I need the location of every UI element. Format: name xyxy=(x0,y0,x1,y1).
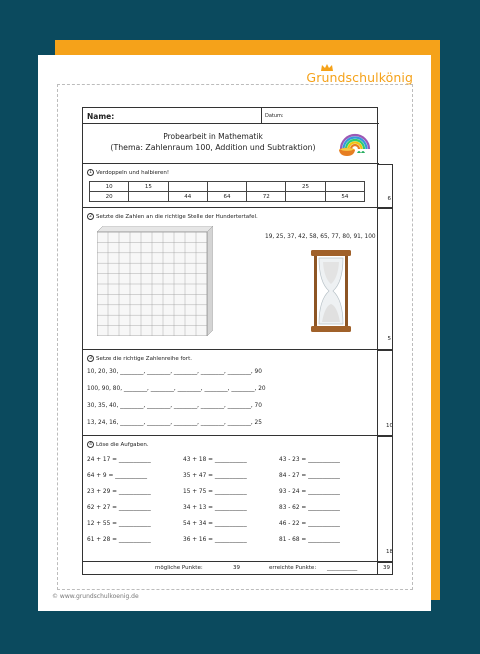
title-line-1: Probearbeit in Mathematik xyxy=(163,132,263,141)
section-2 xyxy=(83,208,391,350)
table-row xyxy=(90,182,365,192)
section-3-heading xyxy=(87,355,192,362)
table-cell[interactable] xyxy=(129,192,168,202)
section-3-number: 3 xyxy=(87,355,94,362)
brand-logo-text: Grundschulkönig xyxy=(306,70,413,85)
points-cell xyxy=(377,436,393,562)
math-task[interactable]: 83 - 62 = ___________ xyxy=(279,505,340,511)
section-1 xyxy=(83,164,391,208)
math-task[interactable]: 43 + 18 = ___________ xyxy=(183,457,247,463)
sequence-line[interactable]: 30, 35, 40, ________, ________, ________, ________, ________, 70 xyxy=(87,403,262,409)
table-cell[interactable]: 10 xyxy=(90,182,129,192)
table-row xyxy=(90,192,365,202)
section-1-number: 1 xyxy=(87,169,94,176)
worksheet-paper xyxy=(38,55,431,611)
table-cell[interactable]: 72 xyxy=(247,192,286,202)
section-2-points: 5 xyxy=(387,336,391,342)
math-task[interactable]: 23 + 29 = ___________ xyxy=(87,489,151,495)
math-task[interactable]: 12 + 55 = ___________ xyxy=(87,521,151,527)
footer-url-text: © www.grundschulkoenig.de xyxy=(52,593,139,600)
double-half-table xyxy=(89,181,365,202)
table-cell[interactable]: 15 xyxy=(129,182,168,192)
date-label: Datum: xyxy=(265,113,284,119)
total-points: 39 xyxy=(383,565,390,571)
math-task[interactable]: 34 + 13 = ___________ xyxy=(183,505,247,511)
points-cell xyxy=(377,164,393,208)
section-4 xyxy=(83,436,393,562)
section-3-points: 10 xyxy=(386,423,393,429)
sequence-line[interactable]: 13, 24, 16, ________, ________, ________, ________, ________, 25 xyxy=(87,420,262,426)
table-cell[interactable]: 64 xyxy=(207,192,246,202)
points-cell xyxy=(377,562,393,575)
hourglass-icon xyxy=(309,250,353,332)
section-3 xyxy=(83,350,393,436)
section-4-points: 18 xyxy=(386,549,393,555)
table-cell[interactable] xyxy=(286,192,325,202)
math-task[interactable]: 54 + 34 = ___________ xyxy=(183,521,247,527)
math-task[interactable]: 84 - 27 = ___________ xyxy=(279,473,340,479)
math-task[interactable]: 24 + 17 = ___________ xyxy=(87,457,151,463)
section-4-heading xyxy=(87,441,149,448)
math-task[interactable]: 61 + 28 = ___________ xyxy=(87,537,151,543)
section-2-heading xyxy=(87,213,258,220)
table-cell[interactable]: 25 xyxy=(286,182,325,192)
points-cell xyxy=(377,208,393,350)
table-cell[interactable] xyxy=(168,182,207,192)
table-cell[interactable]: 54 xyxy=(325,192,364,202)
name-date-row xyxy=(83,108,379,124)
possible-points-label: mögliche Punkte: xyxy=(155,565,203,571)
possible-points-value: 39 xyxy=(233,565,240,571)
section-2-title: Setzte die Zahlen an die richtige Stelle der Hundertertafel. xyxy=(96,214,258,220)
math-task[interactable]: 62 + 27 = ___________ xyxy=(87,505,151,511)
table-cell[interactable]: 44 xyxy=(168,192,207,202)
points-cell xyxy=(377,350,393,436)
hundred-chart-grid[interactable] xyxy=(97,226,213,336)
name-label: Name: xyxy=(87,112,115,121)
table-cell[interactable] xyxy=(207,182,246,192)
math-task[interactable]: 64 + 9 = ___________ xyxy=(87,473,148,479)
table-cell[interactable]: 20 xyxy=(90,192,129,202)
achieved-points-field[interactable]: ___________ xyxy=(327,565,358,571)
section-1-points: 6 xyxy=(387,196,391,202)
rainbow-pot-icon xyxy=(335,131,373,157)
math-task[interactable]: 35 + 47 = ___________ xyxy=(183,473,247,479)
footer-url xyxy=(52,593,139,600)
section-1-title: Verdoppeln und halbieren! xyxy=(96,170,170,176)
numbers-to-place: 19, 25, 37, 42, 58, 65, 77, 80, 91, 100 xyxy=(265,234,376,240)
title-line-2: (Thema: Zahlenraum 100, Addition und Subtraktion) xyxy=(110,143,316,152)
math-task[interactable]: 43 - 23 = ___________ xyxy=(279,457,340,463)
exam-sheet xyxy=(82,107,393,575)
table-cell[interactable] xyxy=(247,182,286,192)
math-task[interactable]: 36 + 16 = ___________ xyxy=(183,537,247,543)
math-task[interactable]: 93 - 24 = ___________ xyxy=(279,489,340,495)
math-task[interactable]: 81 - 68 = ___________ xyxy=(279,537,340,543)
section-2-number: 2 xyxy=(87,213,94,220)
math-task[interactable]: 15 + 75 = ___________ xyxy=(183,489,247,495)
name-date-divider xyxy=(261,108,262,124)
section-4-title: Löse die Aufgaben. xyxy=(96,442,149,448)
sequence-line[interactable]: 100, 90, 80, ________, ________, ________, ________, ________, 20 xyxy=(87,386,266,392)
achieved-points-label: erreichte Punkte: xyxy=(269,565,317,571)
totals-row xyxy=(83,562,390,575)
section-3-title: Setze die richtige Zahlenreihe fort. xyxy=(96,356,192,362)
table-cell[interactable] xyxy=(325,182,364,192)
sequence-line[interactable]: 10, 20, 30, ________, ________, ________, ________, ________, 90 xyxy=(87,369,262,375)
section-4-number: 4 xyxy=(87,441,94,448)
math-task[interactable]: 46 - 22 = ___________ xyxy=(279,521,340,527)
section-1-heading xyxy=(87,169,169,176)
title-row xyxy=(83,124,379,164)
